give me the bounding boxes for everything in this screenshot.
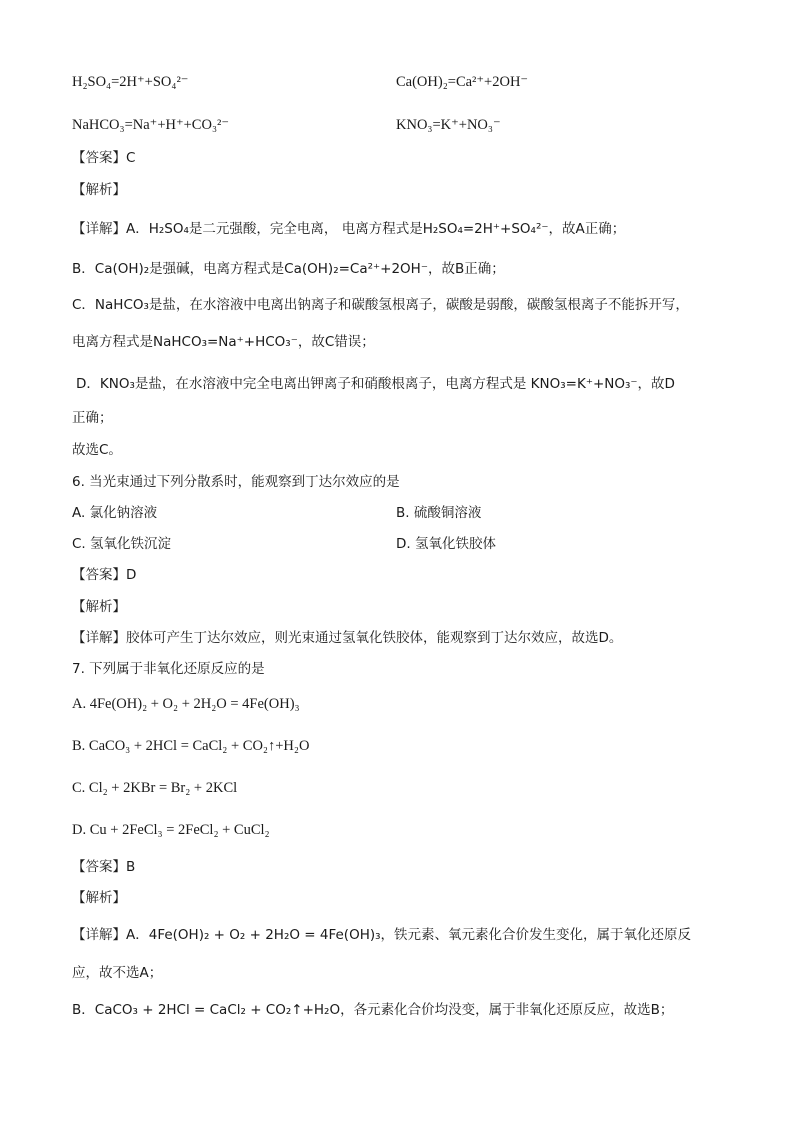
question-7: 7. 下列属于非氧化还原反应的是 bbox=[72, 661, 265, 677]
q6-option-b: B. 硫酸铜溶液 bbox=[396, 505, 482, 521]
answer-7: 【答案】B bbox=[72, 859, 136, 875]
option-c: NaHCO₃=Na⁺+H⁺+CO₃²⁻ bbox=[72, 117, 229, 133]
answer-6: 【答案】D bbox=[72, 567, 137, 583]
q7-option-a: A. 4Fe(OH)₂ + O₂ + 2H₂O = 4Fe(OH)₃ bbox=[72, 696, 300, 712]
detail-5-a: 【详解】A．H₂SO₄是二元强酸，完全电离， 电离方程式是H₂SO₄=2H⁺+SO₄²⁻，故A正确； bbox=[72, 221, 626, 237]
analysis-6: 【解析】 bbox=[72, 599, 126, 615]
detail-7-b: B．CaCO₃ + 2HCl = CaCl₂ + CO₂↑+H₂O，各元素化合价均没变，属于非氧化还原反应，故选B； bbox=[72, 1002, 674, 1018]
q6-option-c: C. 氢氧化铁沉淀 bbox=[72, 536, 172, 552]
detail-5-d2: 正确； bbox=[72, 410, 113, 426]
q6-option-d: D. 氢氧化铁胶体 bbox=[396, 536, 496, 552]
detail-7-a1: 【详解】A．4Fe(OH)₂ + O₂ + 2H₂O = 4Fe(OH)₃，铁元素、氧元素化合价发生变化，属于氧化还原反 bbox=[72, 927, 692, 943]
detail-7-a2: 应，故不选A； bbox=[72, 965, 163, 981]
option-a: H₂SO₄=2H⁺+SO₄²⁻ bbox=[72, 74, 189, 90]
detail-5-d1: D．KNO₃是盐，在水溶液中完全电离出钾离子和硝酸根离子，电离方程式是 KNO₃=K⁺+NO₃⁻，故D bbox=[76, 376, 675, 392]
detail-6: 【详解】胶体可产生丁达尔效应，则光束通过氢氧化铁胶体，能观察到丁达尔效应，故选D。 bbox=[72, 630, 623, 646]
q6-option-a: A. 氯化钠溶液 bbox=[72, 505, 158, 521]
detail-5-c1: C．NaHCO₃是盐，在水溶液中电离出钠离子和碳酸氢根离子，碳酸是弱酸，碳酸氢根离子不能拆开写， bbox=[72, 297, 689, 313]
q7-option-d: D. Cu + 2FeCl₃ = 2FeCl₂ + CuCl₂ bbox=[72, 822, 270, 838]
analysis-5: 【解析】 bbox=[72, 182, 126, 198]
answer-5: 【答案】C bbox=[72, 150, 136, 166]
analysis-7: 【解析】 bbox=[72, 890, 126, 906]
conclusion-5: 故选C。 bbox=[72, 442, 122, 458]
q7-option-c: C. Cl₂ + 2KBr = Br₂ + 2KCl bbox=[72, 780, 238, 796]
detail-5-b: B．Ca(OH)₂是强碱，电离方程式是Ca(OH)₂=Ca²⁺+2OH⁻，故B正确； bbox=[72, 261, 505, 277]
question-6: 6. 当光束通过下列分散系时，能观察到丁达尔效应的是 bbox=[72, 474, 400, 490]
option-d: KNO₃=K⁺+NO₃⁻ bbox=[396, 117, 501, 133]
q7-option-b: B. CaCO₃ + 2HCl = CaCl₂ + CO₂↑+H₂O bbox=[72, 738, 310, 754]
detail-5-c2: 电离方程式是NaHCO₃=Na⁺+HCO₃⁻，故C错误； bbox=[72, 334, 375, 350]
option-b: Ca(OH)₂=Ca²⁺+2OH⁻ bbox=[396, 74, 529, 90]
